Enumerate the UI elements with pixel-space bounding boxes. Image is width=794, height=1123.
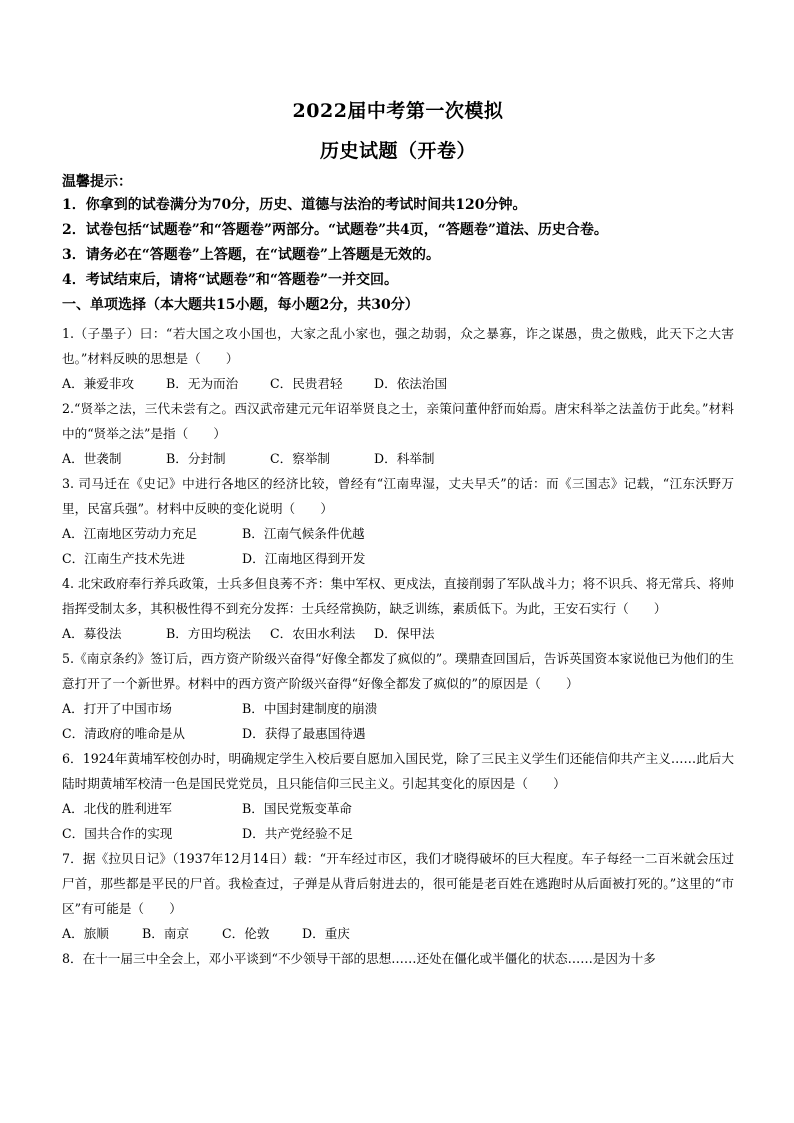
- question-options: [62, 446, 734, 471]
- question-stem: 1.（子墨子）曰：“若大国之攻小国也，大家之乱小家也，强之劫弱，众之暴寡，诈之谋愚，贵之傲贱，此天下之大害也。”材料反映的思想是（ ）: [62, 326, 734, 366]
- option-b: B．方田均税法: [166, 626, 251, 641]
- exam-title: 2022届中考第一次模拟: [292, 100, 504, 122]
- question-stem: 2.“贤举之法，三代未尝有之。西汉武帝建元元年诏举贤良之士，亲策问董仲舒而始焉。唐宋科举之法盖仿于此矣。”材料中的“贤举之法”是指（ ）: [62, 401, 734, 441]
- option-c: C．伦敦: [222, 926, 270, 941]
- question-stem: 8．在十一届三中全会上，邓小平谈到“不少领导干部的思想……还处在僵化或半僵化的状态……是因为十多: [62, 951, 656, 966]
- question-stem: 4. 北宋政府奉行养兵政策，士兵多但良莠不齐：集中军权、更戍法，直接削弱了军队战斗力；将不识兵、将无常兵、将帅指挥受制太多，其积极性得不到充分发挥：士兵经常换防，缺乏训练，素质低下。为此，王安石实行（ ）: [62, 576, 734, 616]
- question-options: [62, 796, 734, 821]
- question-options: [62, 546, 734, 571]
- option-b: B．中国封建制度的崩溃: [242, 701, 378, 716]
- option-d: D．保甲法: [374, 626, 435, 641]
- question-stem: 6．1924年黄埔军校创办时，明确规定学生入校后要自愿加入国民党，除了三民主义学生们还能信仰共产主义……此后大陆时期黄埔军校清一色是国民党党员，且只能信仰三民主义。引起其变化的原因是（ ）: [62, 751, 734, 791]
- option-c: C．国共合作的实现: [62, 826, 173, 841]
- option-b: B．南京: [142, 926, 190, 941]
- question-stem: 5.《南京条约》签订后，西方资产阶级兴奋得“好像全都发了疯似的”。璞鼎查回国后，告诉英国资本家说他已为他们的生意打开了一个新世界。材料中的西方资产阶级兴奋得“好像全都发了疯似的”的原因是（ ）: [62, 651, 734, 691]
- tip-item: 2．试卷包括“试题卷”和“答题卷”两部分。“试题卷”共4页，“答题卷”道法、历史合卷。: [62, 222, 608, 238]
- exam-subtitle: 历史试题（开卷）: [319, 140, 476, 162]
- tip-item: 3．请务必在“答题卷”上答题，在“试题卷”上答题是无效的。: [62, 247, 440, 263]
- option-c: C．民贵君轻: [270, 376, 343, 391]
- option-b: B．分封制: [166, 451, 226, 466]
- section-heading: 一、单项选择（本大题共15小题，每小题2分，共30分）: [62, 297, 419, 313]
- option-a: A．世袭制: [62, 451, 122, 466]
- question-options: [62, 821, 734, 846]
- option-c: C．察举制: [270, 451, 331, 466]
- option-d: D．依法治国: [374, 376, 448, 391]
- option-c: C．清政府的唯命是从: [62, 726, 185, 741]
- question-options: [62, 921, 734, 946]
- tip-item: 1．你拿到的试卷满分为70分，历史、道德与法治的考试时间共120分钟。: [62, 197, 527, 213]
- option-a: A．江南地区劳动力充足: [62, 526, 198, 541]
- option-c: C．农田水利法: [270, 626, 356, 641]
- option-d: D．科举制: [374, 451, 435, 466]
- option-d: D．重庆: [302, 926, 350, 941]
- option-a: A．北伐的胜利进军: [62, 801, 172, 816]
- exam-page: [62, 92, 734, 971]
- option-c: C．江南生产技术先进: [62, 551, 185, 566]
- question-options: [62, 371, 734, 396]
- question-options: [62, 621, 734, 646]
- tip-item: 4．考试结束后，请将“试题卷”和“答题卷”一并交回。: [62, 272, 398, 288]
- option-d: D．获得了最惠国待遇: [242, 726, 366, 741]
- question-stem: 7．据《拉贝日记》（1937年12月14日）载：“开车经过市区，我们才晓得破坏的巨大程度。车子每经一二百米就会压过尸首，那些都是平民的尸首。我检查过，子弹是从背后射进去的，很可能是老百姓在逃跑时从后面被打死的。”这里的“市区”有可能是（ ）: [62, 851, 734, 916]
- option-b: B．无为而治: [166, 376, 239, 391]
- option-d: D．江南地区得到开发: [242, 551, 366, 566]
- option-a: A．打开了中国市场: [62, 701, 172, 716]
- question-options: [62, 696, 734, 721]
- option-a: A．兼爱非攻: [62, 376, 135, 391]
- question-options: [62, 721, 734, 746]
- option-b: B．江南气候条件优越: [242, 526, 365, 541]
- question-stem: 3. 司马迁在《史记》中进行各地区的经济比较，曾经有“江南卑湿，丈夫早夭”的话：而《三国志》记载，“江东沃野万里，民富兵强”。材料中反映的变化说明（ ）: [62, 476, 734, 516]
- option-a: A．募役法: [62, 626, 122, 641]
- question-options: [62, 521, 734, 546]
- option-a: A．旅顺: [62, 926, 109, 941]
- option-b: B．国民党叛变革命: [242, 801, 353, 816]
- tips-heading: 温馨提示：: [62, 174, 132, 190]
- option-d: D．共产党经验不足: [242, 826, 353, 841]
